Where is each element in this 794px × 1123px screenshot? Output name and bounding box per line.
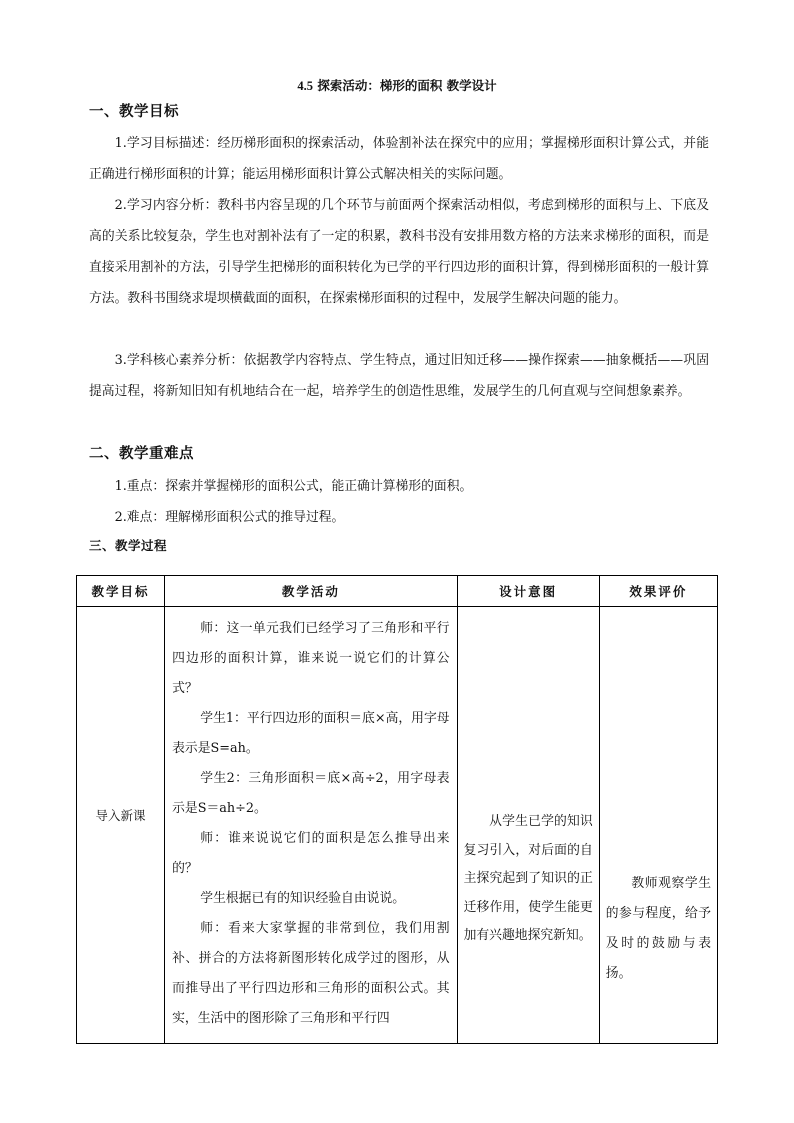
goal-paragraph-2: 2.学习内容分析：教科书内容呈现的几个环节与前面两个探索活动相似，考虑到梯形的面积与上、下底及高的关系比较复杂，学生也对割补法有了一定的积累，教科书没有安排用数方格的方法来求梯形的面积，而是直接采用割补的方法，引导学生把梯形的面积转化为已学的平行四边形的面积计算，得到梯形面积的一般计算方法。教科书围绕求堤坝横截面的面积，在探索梯形面积的过程中，发展学生解决问题的能力。 <box>89 198 709 306</box>
activity-line-3: 学生2：三角形面积＝底×高÷2，用字母表示是S＝ah÷2。 <box>172 771 450 816</box>
row-goal-cell <box>77 607 165 1044</box>
evaluation-text: 教师观察学生的参与程度，给予及时的鼓励与表扬。 <box>605 876 711 981</box>
section-heading-goals: 一、教学目标 <box>89 104 179 120</box>
section-heading-key-points: 二、教学重难点 <box>89 446 194 462</box>
key-point-1: 1.重点：探索并掌握梯形的面积公式，能正确计算梯形的面积。 <box>114 479 473 494</box>
section-heading-process: 三、教学过程 <box>89 538 168 553</box>
row-evaluation-cell <box>599 607 717 1044</box>
goal-paragraph-3: 3.学科核心素养分析：依据教学内容特点、学生特点，通过旧知迁移——操作探索——抽象概括——巩固提高过程，将新知旧知有机地结合在一起，培养学生的创造性思维，发展学生的几何直观与空间想象素养。 <box>89 353 709 399</box>
row-intent-cell <box>457 607 599 1044</box>
header-design-intent: 设计意图 <box>457 576 599 607</box>
table-header-row <box>77 576 718 607</box>
activity-line-4: 师：谁来说说它们的面积是怎么推导出来的？ <box>172 831 450 876</box>
table-row <box>77 607 718 1044</box>
row-activity-cell <box>165 607 457 1044</box>
activity-line-2: 学生1：平行四边形的面积＝底×高，用字母表示是S=ah。 <box>172 711 450 756</box>
key-point-2: 2.难点：理解梯形面积公式的推导过程。 <box>114 510 345 525</box>
header-teaching-goal: 教学目标 <box>77 576 165 607</box>
goal-paragraph-1: 1.学习目标描述：经历梯形面积的探索活动，体验割补法在探究中的应用；掌握梯形面积计算公式，并能正确进行梯形面积的计算；能运用梯形面积计算公式解决相关的实际问题。 <box>89 136 709 182</box>
activity-line-1: 师：这一单元我们已经学习了三角形和平行四边形的面积计算，谁来说一说它们的计算公式？ <box>172 621 450 696</box>
title-number: 4.5 <box>297 79 313 93</box>
header-teaching-activity: 教学活动 <box>165 576 457 607</box>
header-effect-evaluation: 效果评价 <box>599 576 717 607</box>
activity-line-5: 学生根据已有的知识经验自由说说。 <box>200 891 406 906</box>
activity-line-6: 师：看来大家掌握的非常到位，我们用割补、拼合的方法将新图形转化成学过的图形，从而推导出了平行四边形和三角形的面积公式。其实，生活中的图形除了三角形和平行四 <box>172 921 450 1026</box>
title-text: 探索活动：梯形的面积 教学设计 <box>317 78 497 93</box>
document-title <box>0 76 794 96</box>
row-goal-text: 导入新课 <box>95 808 146 823</box>
teaching-process-table <box>76 575 718 1044</box>
intent-text: 从学生已学的知识复习引入，对后面的自主探究起到了知识的正迁移作用，使学生能更加有兴趣地探究新知。 <box>463 814 593 943</box>
